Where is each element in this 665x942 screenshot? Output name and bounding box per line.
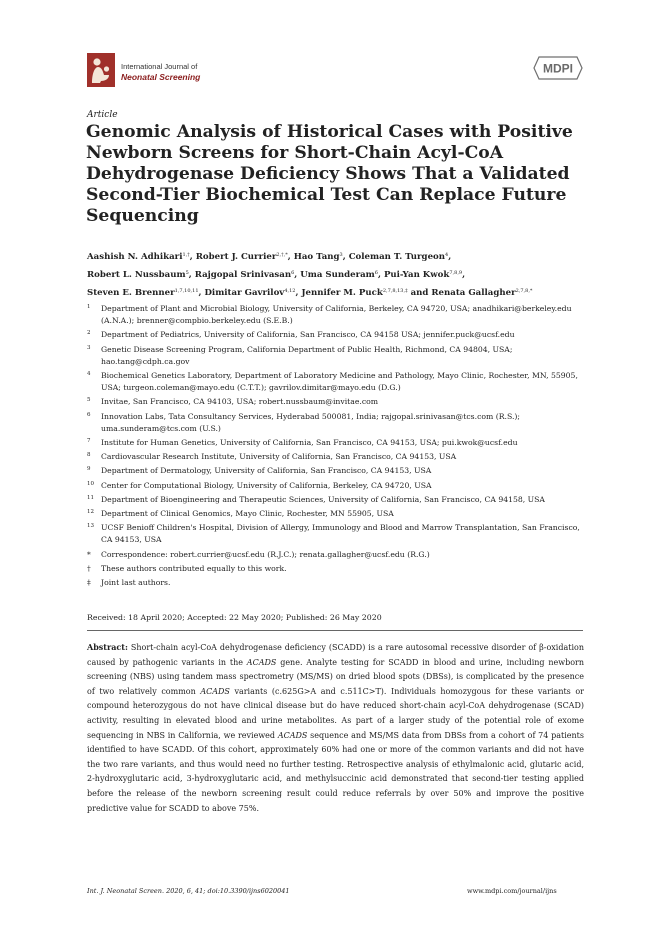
- affiliation-text: Department of Pediatrics, University of California, San Francisco, CA 94158 USA; jennifer.puck@ucsf.edu: [101, 330, 515, 340]
- author-separator: ,: [462, 270, 466, 280]
- affiliation-marker: 8: [87, 452, 91, 459]
- author-affiliation-marks: 7,8,9: [449, 270, 463, 276]
- affiliation-marker: 12: [87, 509, 94, 516]
- author-name: Dimitar Gavrilov: [204, 288, 285, 298]
- author-affiliation-marks: 6: [291, 270, 295, 276]
- author-name: Hao Tang: [293, 252, 340, 262]
- affiliation-marker: 9: [87, 466, 91, 473]
- footer-url[interactable]: www.mdpi.com/journal/ijns: [467, 887, 557, 895]
- affiliation-text: Department of Plant and Microbial Biology, University of California, Berkeley, CA 94720, USA; anadhikari@berkeley.edu (A.N.A.); brenner@compbio.berkeley.edu (S.E.B.): [101, 304, 572, 326]
- affiliation-text: Correspondence: robert.currier@ucsf.edu (R.J.C.); renata.gallagher@ucsf.edu (R.G.): [101, 549, 430, 559]
- affiliation-text: Center for Computational Biology, University of California, Berkeley, CA 94720, USA: [101, 480, 432, 490]
- author-affiliation-marks: 3: [339, 252, 343, 258]
- author-name: Coleman T. Turgeon: [348, 252, 446, 262]
- affiliation-list: [87, 303, 587, 591]
- journal-name-line2: Neonatal Screening: [121, 72, 201, 82]
- affiliation-item: [87, 437, 587, 449]
- author-affiliation-marks: 2,7,8,*: [515, 288, 533, 294]
- author-separator: ,: [448, 252, 452, 262]
- affiliation-item: [87, 396, 587, 408]
- affiliation-item: [87, 508, 587, 520]
- divider: [87, 630, 583, 631]
- author-separator: ,: [188, 270, 195, 280]
- affiliation-item: [87, 563, 587, 575]
- affiliation-text: Invitae, San Francisco, CA 94103, USA; robert.nussbaum@invitae.com: [101, 397, 379, 407]
- author-name: Uma Sunderam: [300, 270, 375, 280]
- affiliation-marker: ‡: [87, 578, 91, 588]
- abstract-text: Short-chain acyl-CoA dehydrogenase deficiency (SCADD) is a rare autosomal recessive disorder of β-oxidation caused by pathogenic variants in the: [87, 643, 584, 667]
- author-affiliation-marks: 1,7,10,11: [174, 288, 199, 294]
- author-separator: ,: [189, 252, 196, 262]
- affiliation-marker: *: [87, 549, 91, 559]
- abstract-text: sequence and MS/MS data from DBSs from a cohort of 74 patients identified to have SCADD. Of this cohort, approximately 60% had one or more of the common variants and did not have the two rare variants, and thus would need no further testing. Retrospective analysis of ethylmalonic acid, glutaric acid, 2-hydroxyglutaric acid, 3-hydroxyglutaric acid, and methylsuccinic acid demonstrated that second-tier testing applied before the release of the newborn screening result could reduce referrals by over 50% and improve the positive predictive value for SCADD to above 75%.: [87, 730, 585, 813]
- affiliation-text: Department of Dermatology, University of California, San Francisco, CA 94153, USA: [101, 466, 432, 476]
- article-title: Genomic Analysis of Historical Cases with Positive Newborn Screens for Short-Chain Acyl-CoA Dehydrogenase Deficiency Shows That a Validated Second-Tier Biochemical Test Can Replace Future Sequencing: [86, 122, 573, 226]
- abstract-label: Abstract:: [87, 642, 128, 652]
- affiliation-item: [87, 577, 587, 589]
- affiliation-text: These authors contributed equally to this work.: [101, 563, 287, 573]
- affiliation-marker: 5: [87, 397, 91, 404]
- affiliation-marker: 2: [87, 330, 91, 337]
- author-affiliation-marks: 2,7,8,13,‡: [382, 288, 408, 294]
- author-name: Aashish N. Adhikari: [87, 252, 183, 262]
- affiliation-marker: 4: [87, 371, 91, 378]
- footer-citation: Int. J. Neonatal Screen. 2020, 6, 41; doi:10.3390/ijns6020041: [87, 887, 290, 895]
- author-separator: ,: [198, 288, 205, 298]
- affiliation-marker: 6: [87, 411, 91, 418]
- journal-name-line1: International Journal of: [121, 62, 198, 71]
- mother-child-icon: [87, 53, 115, 87]
- affiliation-marker: †: [87, 563, 91, 573]
- affiliation-item: [87, 480, 587, 492]
- affiliation-marker: 11: [87, 494, 94, 501]
- author-name: Steven E. Brenner: [87, 288, 175, 298]
- author-affiliation-marks: 4: [445, 252, 449, 258]
- affiliation-item: [87, 344, 587, 368]
- mdpi-logo-text: MDPI: [543, 61, 573, 76]
- abstract-text: gene. Analyte testing for SCADD in blood and urine, including newborn screening (NBS) using tandem mass spectrometry (MS/MS) on dried blood spots (DBSs), is complicated by the presence of two relatively common: [87, 657, 584, 696]
- affiliation-text: Institute for Human Genetics, University of California, San Francisco, CA 94153, USA; pui.kwok@ucsf.edu: [101, 438, 518, 448]
- gene-name: ACADS: [277, 730, 308, 740]
- publication-dates: Received: 18 April 2020; Accepted: 22 May 2020; Published: 26 May 2020: [87, 613, 382, 622]
- affiliation-item: [87, 522, 587, 546]
- affiliation-item: [87, 451, 587, 463]
- author-name: Rajgopal Srinivasan: [194, 270, 292, 280]
- author-name: Jennifer M. Puck: [301, 288, 383, 298]
- author-affiliation-marks: 4,12: [284, 288, 296, 294]
- gene-name: ACADS: [200, 686, 230, 696]
- affiliation-item: [87, 370, 587, 394]
- affiliation-text: Joint last authors.: [101, 578, 171, 588]
- author-list: [87, 247, 587, 301]
- author-separator: ,: [287, 252, 294, 262]
- author-separator: and: [407, 288, 432, 298]
- author-affiliation-marks: 6: [374, 270, 378, 276]
- author-name: Robert J. Currier: [195, 252, 277, 262]
- author-name: Renata Gallagher: [431, 288, 516, 298]
- mdpi-logo: [533, 56, 583, 80]
- author-name: Pui-Yan Kwok: [383, 270, 450, 280]
- author-name: Robert L. Nussbaum: [87, 270, 186, 280]
- affiliation-text: UCSF Benioff Children's Hospital, Division of Allergy, Immunology and Blood and Marrow Transplantation, San Francisco, CA 94153, USA: [101, 523, 580, 545]
- affiliation-text: Cardiovascular Research Institute, University of California, San Francisco, CA 94153, USA: [101, 452, 457, 462]
- affiliation-item: [87, 549, 587, 561]
- author-separator: ,: [342, 252, 349, 262]
- affiliation-marker: 10: [87, 480, 94, 487]
- affiliation-marker: 3: [87, 344, 91, 351]
- author-affiliation-marks: 2,†,*: [276, 252, 288, 258]
- abstract: [87, 640, 584, 816]
- affiliation-item: [87, 303, 587, 327]
- affiliation-text: Genetic Disease Screening Program, California Department of Public Health, Richmond, CA 94804, USA; hao.tang@cdph.ca.gov: [101, 344, 513, 366]
- journal-name: [121, 62, 200, 82]
- affiliation-text: Innovation Labs, Tata Consultancy Services, Hyderabad 500081, India; rajgopal.srinivasan@tcs.com (R.S.); uma.sunderam@tcs.com (U.S.): [101, 411, 520, 433]
- affiliation-marker: 7: [87, 438, 91, 445]
- affiliation-marker: 1: [87, 304, 91, 310]
- author-separator: ,: [377, 270, 384, 280]
- author-affiliation-marks: 5: [185, 270, 189, 276]
- affiliation-item: [87, 494, 587, 506]
- affiliation-item: [87, 329, 587, 341]
- article-type: Article: [87, 110, 118, 120]
- author-separator: ,: [294, 270, 301, 280]
- affiliation-item: [87, 411, 587, 435]
- gene-name: ACADS: [246, 657, 277, 667]
- abstract-text: variants (c.625G>A and c.511C>T). Individuals homozygous for these variants or compound heterozygous do not have clinical disease but do have reduced short-chain acyl-CoA dehydrogenase (SCAD) activity, resulting in elevated blood and urine metabolites. As part of a larger study of the potential role of exome sequencing in NBS in California, we reviewed: [87, 686, 584, 740]
- author-affiliation-marks: 1,†: [182, 252, 190, 258]
- affiliation-text: Department of Bioengineering and Therapeutic Sciences, University of California, San Francisco, CA 94158, USA: [101, 494, 545, 504]
- affiliation-marker: 13: [87, 523, 94, 530]
- author-separator: ,: [295, 288, 302, 298]
- affiliation-text: Department of Clinical Genomics, Mayo Clinic, Rochester, MN 55905, USA: [101, 509, 394, 519]
- affiliation-item: [87, 465, 587, 477]
- affiliation-text: Biochemical Genetics Laboratory, Department of Laboratory Medicine and Pathology, Mayo Clinic, Rochester, MN, 55905, USA; turgeon.coleman@mayo.edu (C.T.T.); gavrilov.dimitar@mayo.edu (D.G.): [101, 371, 578, 393]
